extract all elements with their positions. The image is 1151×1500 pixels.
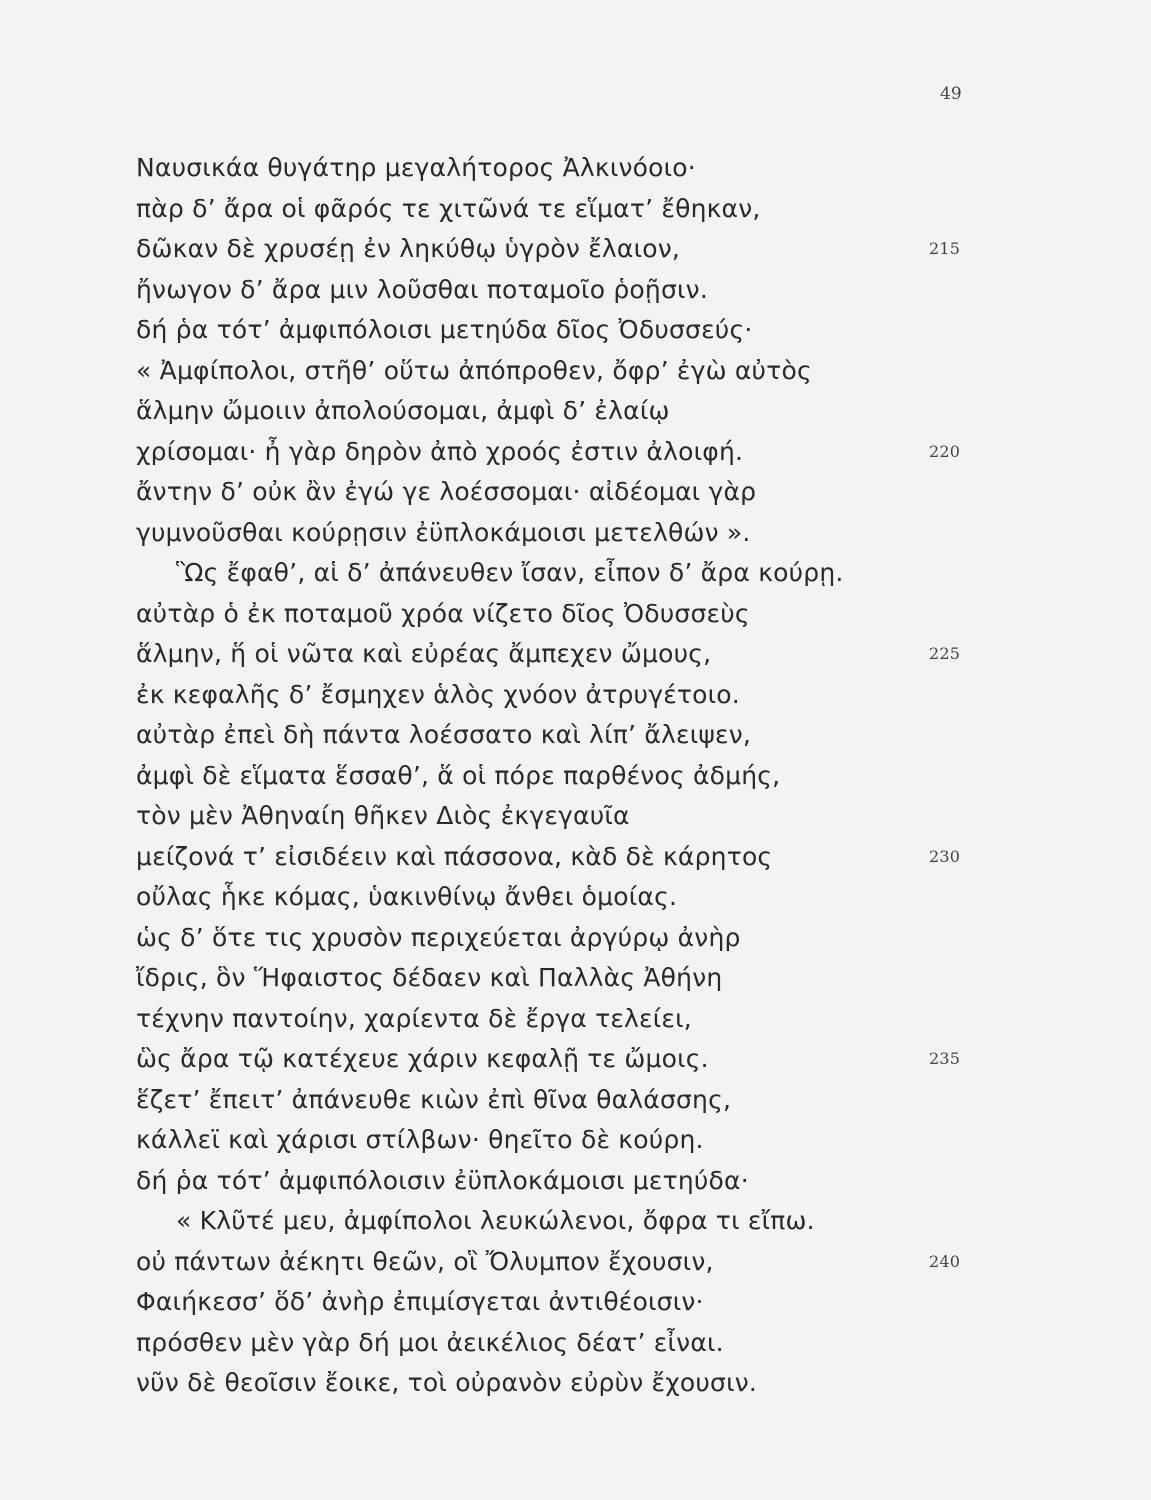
verse-line-text: τέχνην παντοίην, χαρίεντα δὲ ἔργα τελείει,	[136, 1003, 692, 1033]
verse-line-text: πρόσθεν μὲν γὰρ δή μοι ἀεικέλιος δέατ’ εἶναι.	[136, 1327, 724, 1357]
verse-line-text: ἕζετ’ ἔπειτ’ ἀπάνευθε κιὼν ἐπὶ θῖνα θαλάσσης,	[136, 1084, 732, 1114]
verse-line-text: αὐτὰρ ὁ ἐκ ποταμοῦ χρόα νίζετο δῖος Ὀδυσσεὺς	[136, 598, 750, 628]
verse-line-text: ἄντην δ’ οὐκ ἂν ἐγώ γε λοέσσομαι· αἰδέομαι γὰρ	[136, 477, 757, 506]
verse-line	[136, 1161, 1016, 1202]
verse-line	[136, 1282, 1016, 1323]
verse-line	[136, 877, 1016, 918]
verse-line	[136, 1323, 1016, 1364]
verse-line	[136, 553, 1016, 594]
verse-line	[136, 1120, 1016, 1161]
verse-line-text: ἤνωγον δ’ ἄρα μιν λοῦσθαι ποταμοῖο ῥοῇσιν.	[136, 274, 708, 304]
verse-line	[136, 351, 1016, 392]
verse-line-text: Ὣς ἔφαθ’, αἱ δ’ ἀπάνευθεν ἴσαν, εἶπον δ’ ἄρα κούρῃ.	[176, 558, 844, 587]
verse-line-text: πὰρ δ’ ἄρα οἱ φᾶρός τε χιτῶνά τε εἵματ’ ἔθηκαν,	[136, 193, 761, 223]
verse-line-text: ἴδρις, ὃν Ἥφαιστος δέδαεν καὶ Παλλὰς Ἀθήνη	[136, 963, 723, 992]
verse-line-text: χρίσομαι· ἦ γὰρ δηρὸν ἀπὸ χροός ἐστιν ἀλοιφή.	[136, 436, 744, 466]
verse-line-text: Φαιήκεσσ’ ὅδ’ ἀνὴρ ἐπιμίσγεται ἀντιθέοισιν·	[136, 1287, 704, 1316]
verse-line	[136, 189, 1016, 230]
verse-line-text: δή ῥα τότ’ ἀμφιπόλοισιν ἐϋπλοκάμοισι μετηύδα·	[136, 1165, 749, 1195]
verse-line-text: οὔλας ἧκε κόμας, ὑακινθίνῳ ἄνθει ὁμοίας.	[136, 882, 678, 911]
verse-line-text: αὐτὰρ ἐπεὶ δὴ πάντα λοέσσατο καὶ λίπ’ ἄλειψεν,	[136, 720, 752, 749]
verse-line	[136, 1080, 1016, 1121]
verse-line	[136, 999, 1016, 1040]
verse-line-text: νῦν δὲ θεοῖσιν ἔοικε, τοὶ οὐρανὸν εὐρὺν ἔχουσιν.	[136, 1368, 758, 1397]
verse-line	[136, 796, 1016, 837]
verse-line	[136, 1201, 1016, 1242]
verse-line-text: « Κλῦτέ μευ, ἀμφίπολοι λευκώλενοι, ὄφρα τι εἴπω.	[176, 1206, 815, 1235]
verse-line	[136, 1363, 1016, 1404]
line-number: 220	[929, 441, 961, 461]
verse-line-text: δή ῥα τότ’ ἀμφιπόλοισι μετηύδα δῖος Ὀδυσσεύς·	[136, 315, 753, 344]
verse-line	[136, 918, 1016, 959]
verse-line-text: ἀμφὶ δὲ εἵματα ἕσσαθ’, ἅ οἱ πόρε παρθένος ἀδμής,	[136, 760, 781, 790]
verse-line	[136, 432, 1016, 473]
verse-line	[136, 1242, 1016, 1283]
verse-text-block	[136, 148, 1016, 1404]
line-number: 225	[929, 644, 961, 663]
verse-line-text: γυμνοῦσθαι κούρῃσιν ἐϋπλοκάμοισι μετελθών ».	[136, 517, 751, 547]
verse-line	[136, 594, 1016, 635]
verse-line	[136, 756, 1016, 797]
verse-line-text: « Ἀμφίπολοι, στῆθ’ οὕτω ἀπόπροθεν, ὄφρ’ ἐγὼ αὐτὸς	[136, 355, 812, 385]
line-number: 235	[929, 1049, 961, 1068]
verse-line-text: ἅλμην, ἥ οἱ νῶτα καὶ εὐρέας ἄμπεχεν ὤμους,	[136, 639, 712, 668]
verse-line-text: ὡς δ’ ὅτε τις χρυσὸν περιχεύεται ἀργύρῳ ἀνὴρ	[136, 922, 741, 952]
verse-line-text: τὸν μὲν Ἀθηναίη θῆκεν Διὸς ἐκγεγαυῖα	[136, 801, 630, 830]
verse-line	[136, 310, 1016, 351]
verse-line	[136, 391, 1016, 432]
verse-line-text: ἅλμην ὤμοιιν ἀπολούσομαι, ἀμφὶ δ’ ἐλαίῳ	[136, 396, 670, 425]
verse-line	[136, 472, 1016, 513]
verse-line-text: δῶκαν δὲ χρυσέῃ ἐν ληκύθῳ ὑγρὸν ἔλαιον,	[136, 234, 681, 263]
page-number: 49	[940, 84, 962, 104]
verse-line	[136, 958, 1016, 999]
verse-line	[136, 229, 1016, 270]
verse-line-text: ἐκ κεφαλῆς δ’ ἔσμηχεν ἁλὸς χνόον ἀτρυγέτοιο.	[136, 679, 740, 709]
line-number: 215	[929, 239, 961, 258]
verse-line	[136, 513, 1016, 554]
verse-line-text: Ναυσικάα θυγάτηρ μεγαλήτορος Ἀλκινόοιο·	[136, 153, 696, 182]
verse-line	[136, 675, 1016, 716]
verse-line-text: οὐ πάντων ἀέκητι θεῶν, οἳ Ὄλυμπον ἔχουσιν,	[136, 1246, 714, 1276]
verse-line	[136, 715, 1016, 756]
verse-line	[136, 837, 1016, 878]
verse-line-text: κάλλεϊ καὶ χάρισι στίλβων· θηεῖτο δὲ κούρη.	[136, 1125, 704, 1154]
verse-line	[136, 634, 1016, 675]
line-number: 240	[929, 1251, 961, 1271]
verse-line	[136, 270, 1016, 311]
line-number: 230	[929, 846, 961, 866]
verse-line	[136, 148, 1016, 189]
verse-line	[136, 1039, 1016, 1080]
verse-line-text: μείζονά τ’ εἰσιδέειν καὶ πάσσονα, κὰδ δὲ κάρητος	[136, 841, 773, 871]
verse-line-text: ὣς ἄρα τῷ κατέχευε χάριν κεφαλῇ τε ὤμοις.	[136, 1044, 709, 1073]
